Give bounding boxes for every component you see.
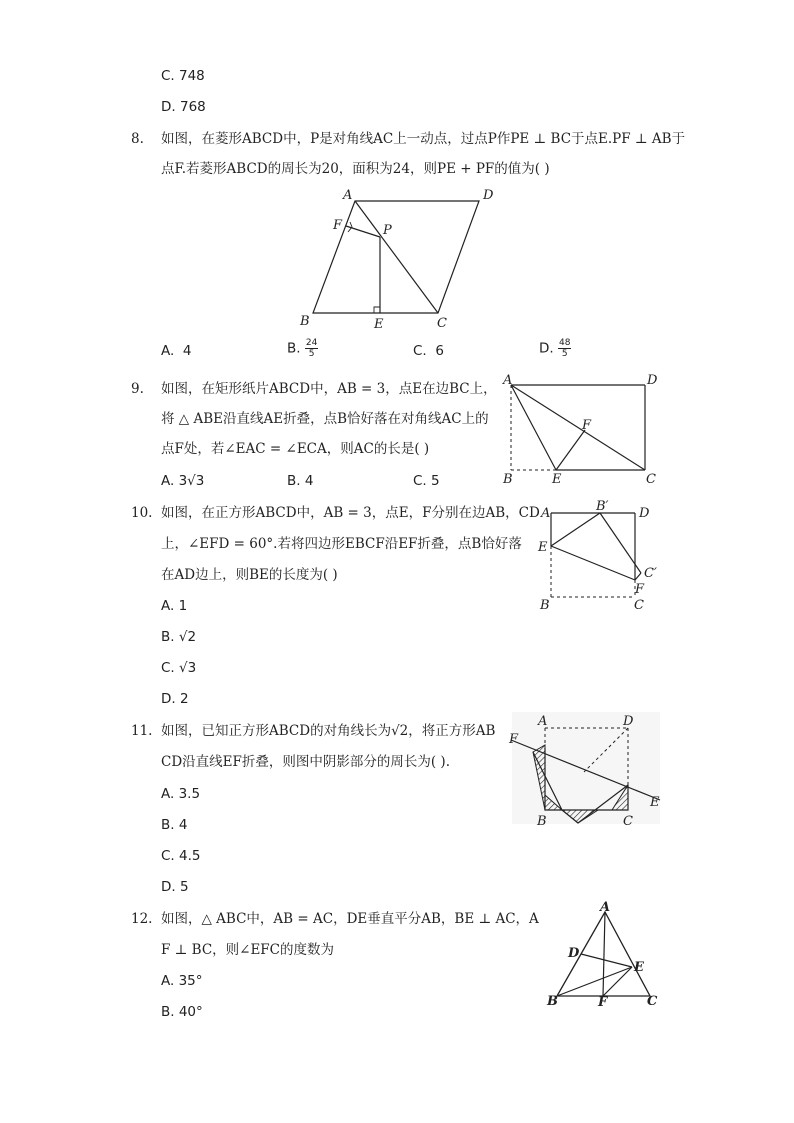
q12-label-c: C xyxy=(647,994,658,1009)
q10-label-c-prime: C′ xyxy=(644,566,657,581)
q10-label-a: A xyxy=(541,506,551,521)
q12-label-b: B xyxy=(547,994,558,1009)
q10-stem-line2: 上，∠EFD = 60°.若将四边形EBCF沿EF折叠，点B恰好落 xyxy=(161,536,522,552)
q9-stem-line2: 将 △ ABE沿直线AE折叠，点B恰好落在对角线AC上的 xyxy=(161,411,489,427)
q11-label-c: C xyxy=(623,814,633,829)
q8-label-e: E xyxy=(374,317,384,332)
q12-stem-line1: 如图，△ ABC中，AB = AC，DE垂直平分AB，BE ⊥ AC，A xyxy=(161,911,539,927)
q8-option-b: B. $\frac{24}{5}$ xyxy=(287,338,318,359)
q12-label-e: E xyxy=(634,960,644,975)
q9-stem-line3: 点F处，若∠EAC = ∠ECA，则AC的长是( ) xyxy=(161,441,430,457)
q12-stem-line2: F ⊥ BC，则∠EFC的度数为 xyxy=(161,942,335,958)
q10-option-a: A. 1 xyxy=(161,598,188,614)
q11-option-d: D. 5 xyxy=(161,879,189,895)
q8-label-b: B xyxy=(300,314,310,329)
q10-label-e: E xyxy=(538,540,548,555)
q9-option-c: C. 5 xyxy=(413,473,440,489)
q10-number: 10. xyxy=(131,505,153,521)
q9-label-f: F xyxy=(582,418,592,433)
q8-label-f: F xyxy=(333,218,343,233)
q8-option-d: D. $\frac{48}{5}$ xyxy=(539,338,571,359)
q9-number: 9. xyxy=(131,381,144,397)
q11-stem-line2: CD沿直线EF折叠，则图中阴影部分的周长为( ). xyxy=(161,754,450,770)
q11-label-f: F xyxy=(509,732,519,747)
q10-label-d: D xyxy=(639,506,650,521)
q9-label-d: D xyxy=(647,373,658,388)
q11-number: 11. xyxy=(131,723,153,739)
q11-option-a: A. 3.5 xyxy=(161,786,201,802)
q8-stem-line2: 点F.若菱形ABCD的周长为20，面积为24，则PE + PF的值为( ) xyxy=(161,161,550,177)
q9-label-e: E xyxy=(552,472,562,487)
q8-label-a: A xyxy=(343,188,353,203)
q11-option-b: B. 4 xyxy=(161,817,188,833)
q9-label-c: C xyxy=(646,472,656,487)
q12-option-b: B. 40° xyxy=(161,1004,203,1020)
q12-number: 12. xyxy=(131,911,153,927)
q8-stem-line1: 如图，在菱形ABCD中，P是对角线AC上一动点，过点P作PE ⊥ BC于点E.PF ⊥ AB于 xyxy=(161,131,686,147)
q10-label-b: B xyxy=(540,598,550,613)
q8-label-c: C xyxy=(437,316,447,331)
q9-label-a: A xyxy=(503,373,513,388)
q12-label-a: A xyxy=(600,900,611,915)
q9-option-b: B. 4 xyxy=(287,473,314,489)
q11-label-e: E xyxy=(650,795,660,810)
q12-label-f: F xyxy=(598,995,608,1010)
q9-option-a: A. 3√3 xyxy=(161,473,205,489)
q11-stem-line1: 如图，已知正方形ABCD的对角线长为√2，将正方形AB xyxy=(161,723,496,739)
q10-label-b-prime: B′ xyxy=(596,499,609,514)
q7-option-d: D. 768 xyxy=(161,99,206,115)
q7-option-c: C. 748 xyxy=(161,68,205,84)
q12-option-a: A. 35° xyxy=(161,973,203,989)
q8-number: 8. xyxy=(131,131,144,147)
q11-label-b: B xyxy=(537,814,547,829)
q8-option-a: A. 4 xyxy=(161,343,192,359)
q11-label-a: A xyxy=(538,714,548,729)
q9-stem-line1: 如图，在矩形纸片ABCD中，AB = 3，点E在边BC上， xyxy=(161,381,497,397)
q10-stem-line3: 在AD边上，则BE的长度为( ) xyxy=(161,567,338,583)
q10-option-d: D. 2 xyxy=(161,691,189,707)
q11-label-d: D xyxy=(623,714,634,729)
q8-label-d: D xyxy=(483,188,494,203)
q10-label-c: C xyxy=(634,598,644,613)
q8-label-p: P xyxy=(383,223,392,238)
q8-option-c: C. 6 xyxy=(413,343,444,359)
q10-option-c: C. √3 xyxy=(161,660,197,676)
q10-label-f: F xyxy=(635,582,645,597)
q9-label-b: B xyxy=(503,472,513,487)
q11-option-c: C. 4.5 xyxy=(161,848,201,864)
q10-option-b: B. √2 xyxy=(161,629,197,645)
q12-label-d: D xyxy=(568,946,580,961)
q10-stem-line1: 如图，在正方形ABCD中，AB = 3，点E，F分别在边AB，CD xyxy=(161,505,540,521)
